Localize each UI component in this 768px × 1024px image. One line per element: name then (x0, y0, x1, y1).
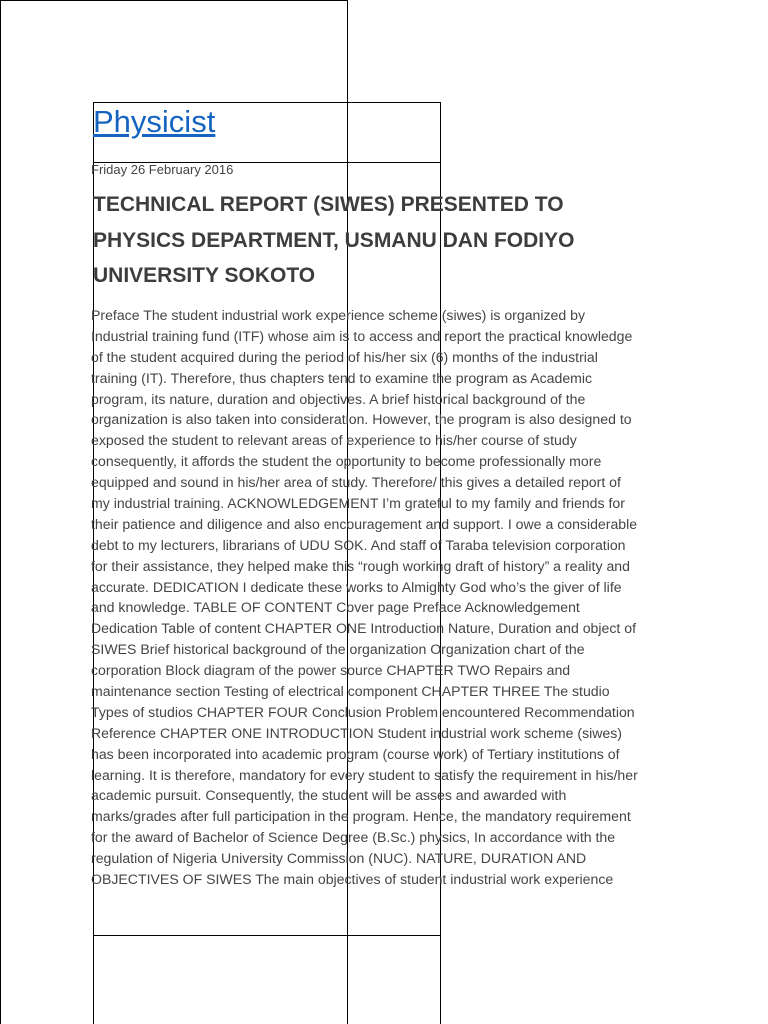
post-body-line: for their assistance, they helped make this “rough working draft of history” a reality and (91, 557, 630, 574)
post-body-line: regulation of Nigeria University Commission (NUC). NATURE, DURATION AND (91, 850, 587, 867)
post-body-line: program, its nature, duration and objectives. A brief historical background of the (91, 390, 586, 407)
frame-footer-divider (93, 935, 441, 936)
blog-title-link[interactable]: Physicist (93, 104, 216, 139)
post-body-line: my industrial training. ACKNOWLEDGEMENT I’m grateful to my family and friends for (91, 495, 625, 512)
post-body-line: accurate. DEDICATION I dedicate these works to Almighty God who’s the giver of life (91, 578, 622, 595)
post-body-line: organization is also taken into consideration. However, the program is also designed to (91, 411, 632, 428)
post-body-line: exposed the student to relevant areas of experience to his/her course of study (91, 432, 577, 449)
post-body-line: and knowledge. TABLE OF CONTENT Cover page Preface Acknowledgement (91, 599, 580, 616)
frame-outer-left (0, 0, 1, 1024)
post-body-line: Industrial training fund (ITF) whose aim is to access and report the practical knowledge (91, 327, 633, 344)
post-body-line: OBJECTIVES OF SIWES The main objectives of student industrial work experience (91, 871, 614, 888)
post-body-line: Reference CHAPTER ONE INTRODUCTION Student industrial work scheme (siwes) (91, 724, 622, 741)
post-body (91, 305, 671, 890)
post-body-line: their patience and diligence and also encouragement and support. I owe a considerable (91, 515, 638, 532)
post-body-line: academic pursuit. Consequently, the student will be asses and awarded with (91, 787, 567, 804)
post-body-line: Preface The student industrial work experience scheme (siwes) is organized by (91, 307, 586, 323)
post-body-line: has been incorporated into academic program (course work) of Tertiary institutions of (91, 745, 620, 762)
post-body-line: Types of studios CHAPTER FOUR Conclusion Problem encountered Recommendation (91, 703, 635, 720)
post-body-line: marks/grades after full participation in the program. Hence, the mandatory requirement (91, 808, 631, 825)
post-body-line: SIWES Brief historical background of the organization Organization chart of the (91, 641, 585, 658)
frame-outer-top (0, 0, 348, 1)
post-body-line: equipped and sound in his/her area of study. Therefore/ this gives a detailed report of (91, 474, 621, 491)
post-body-line: maintenance section Testing of electrical component CHAPTER THREE The studio (91, 683, 610, 700)
post-body-line: debt to my lecturers, librarians of UDU SOK. And staff of Taraba television corporation (91, 536, 626, 553)
post-body-line: of the student acquired during the period of his/her six (6) months of the industrial (91, 348, 598, 365)
post-body-line: consequently, it affords the student the opportunity to become professionally more (91, 453, 602, 470)
post-date: Friday 26 February 2016 (91, 162, 234, 177)
post-title: TECHNICAL REPORT (SIWES) PRESENTED TO PHYSICS DEPARTMENT, USMANU DAN FODIYO UNIVERSITY SOKOTO (93, 193, 575, 287)
post-body-line: training (IT). Therefore, thus chapters tend to examine the program as Academic (91, 369, 593, 386)
post-body-line: Dedication Table of content CHAPTER ONE Introduction Nature, Duration and object of (91, 620, 636, 637)
post-body-line: corporation Block diagram of the power source CHAPTER TWO Repairs and (91, 662, 571, 679)
post-body-line: for the award of Bachelor of Science Degree (B.Sc.) physics, In accordance with the (91, 829, 616, 846)
post-body-line: learning. It is therefore, mandatory for every student to satisfy the requirement in his/her (91, 766, 638, 783)
